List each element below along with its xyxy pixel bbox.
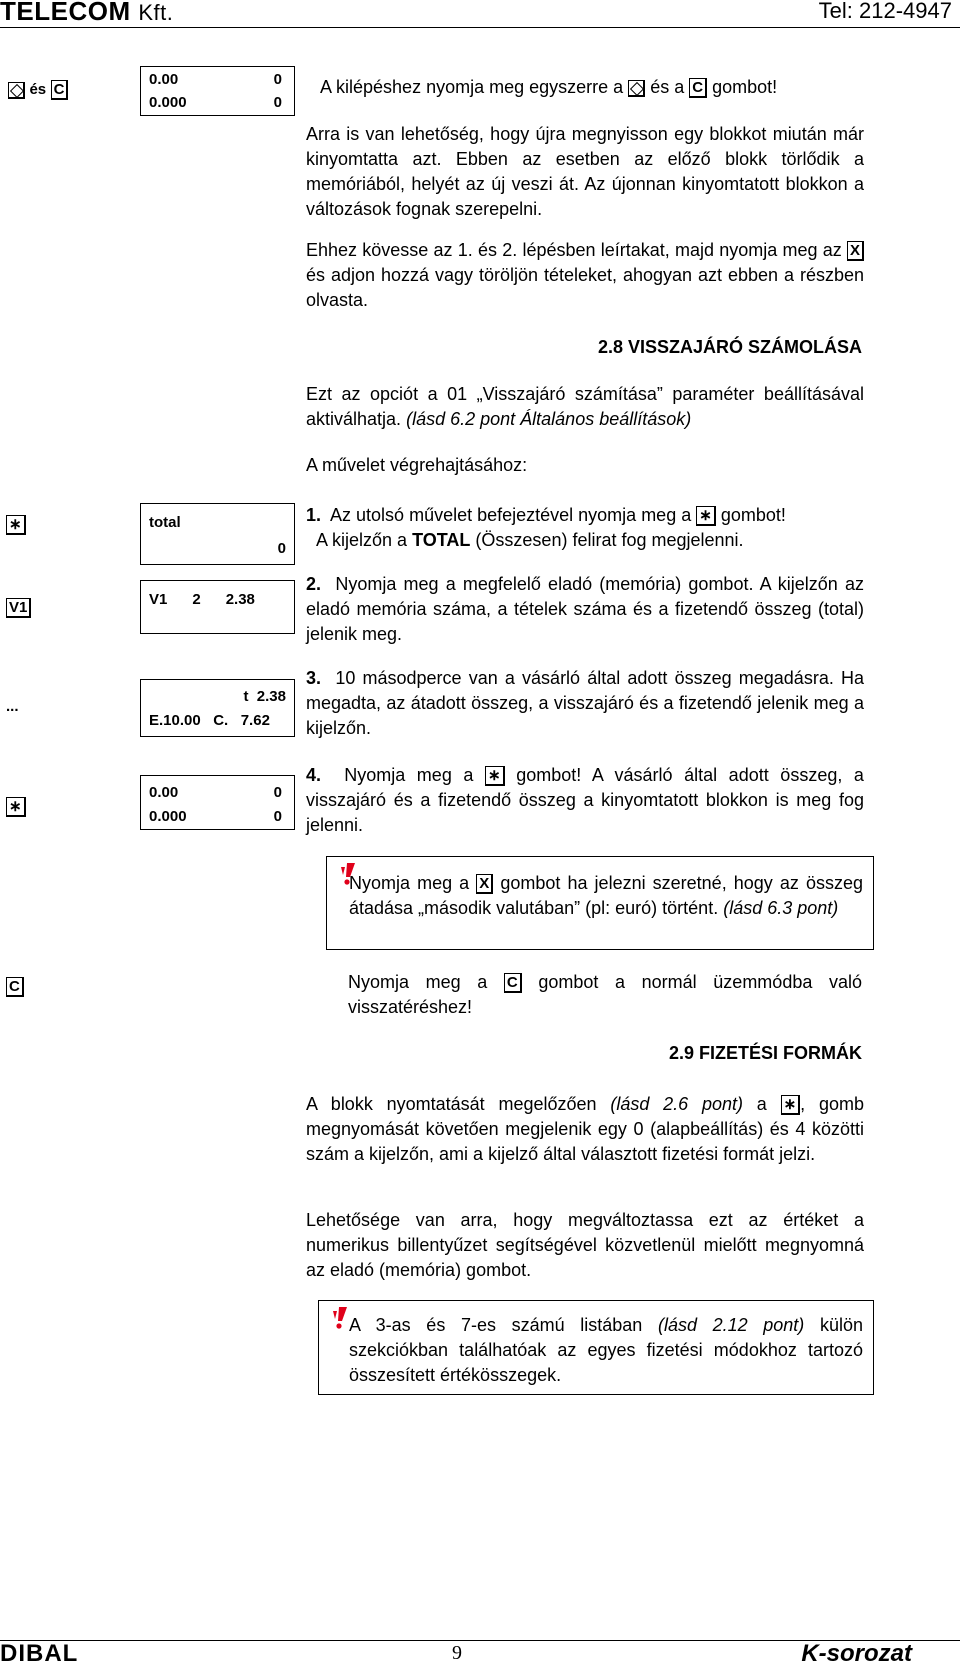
header-rule [0,27,960,28]
exit-instruction: A kilépéshez nyomja meg egyszerre a és a C gombot! [320,77,778,97]
header-phone: Tel: 212-4947 [818,0,952,23]
footer-series: K-sorozat [801,1640,912,1667]
step2-text: 2. Nyomja meg a megfelelő eladó (memória) gombot. A kijelzőn az eladó memória száma, a tételek száma és a fizetendő összeg (total) jelenik meg. [306,574,864,644]
procedure-label: A művelet végrehajtásához: [306,455,528,475]
display-value: 0 [277,540,286,557]
step4-display [140,775,295,830]
display-value: t 2.38 [243,688,286,705]
step3-text: 3. 10 másodperce van a vásárló által adott összeg megadásra. Ha megadta, az átadott összeg, a visszajáró és a fizetendő jelenik meg a kijelzőn. [306,668,864,738]
step3-key: ... [6,698,19,715]
x-key: X [847,241,864,261]
star-key: ∗ [485,766,505,786]
note-text: A 3-as és 7-es számú listában (lásd 2.12 pont) külön szekciókban találhatóak az egyes fizetési módokhoz tartozó összesített értékösszegek. [349,1315,863,1385]
return-key: C [6,977,24,997]
step3-display [140,679,295,737]
note-box-currency [326,856,874,950]
step4-text: 4. Nyomja meg a ∗ gombot! A vásárló által adott összeg, a visszajáró és a fizetendő összeg a kinyomtatott blokkon is meg fog jelenni. [306,765,864,835]
display-value: 0.000 [149,94,187,111]
display-value: 0 [273,71,282,88]
display-value: V1 2 2.38 [149,591,255,608]
section-heading-2-8: 2.8 VISSZAJÁRÓ SZÁMOLÁSA [597,337,862,357]
display-value: 0.000 [149,808,187,825]
header-title: TELECOM Kft. [0,0,174,26]
note-box-lists [318,1300,874,1395]
step2-key: V1 [6,598,31,618]
diamond-key-icon [8,82,25,99]
step1-text: 1. Az utolsó művelet befejeztével nyomja meg a ∗ gombot! A kijelzőn a TOTAL (Összesen) felirat fog megjelenni. [306,505,786,550]
c-key: C [504,973,522,993]
section-heading-2-9: 2.9 FIZETÉSI FORMÁK [668,1043,862,1063]
exit-keys [8,80,68,100]
note-text: Nyomja meg a X gombot ha jelezni szeretné, hogy az összeg átadása „második valutában” (pl: euró) történt. (lásd 6.3 pont) [349,873,863,918]
step4-key: ∗ [6,797,26,817]
display-value: 0 [273,94,282,111]
step1-display [140,503,295,565]
page-number: 9 [452,1642,462,1664]
star-key: ∗ [781,1095,801,1115]
step1-key: ∗ [6,515,26,535]
exit-display [140,66,295,116]
para-steps: Ehhez kövesse az 1. és 2. lépésben leírtakat, majd nyomja meg az X és adjon hozzá vagy töröljön tételeket, ahogyan azt ebben a részben olvasta. [306,240,864,310]
diamond-key-icon [628,80,645,97]
c-key: C [51,80,69,100]
display-value: 0.00 [149,71,179,88]
star-key: ∗ [696,506,716,526]
display-value: 0 [273,808,282,825]
footer-brand: DIBAL [0,1640,79,1667]
warning-icon [331,1305,351,1331]
step2-display [140,580,295,634]
display-value: 0 [273,784,282,801]
display-value: E.10.00 C. 7.62 [149,712,270,729]
section-2-8-intro: Ezt az opciót a 01 „Visszajáró számítása” paraméter beállításával aktiválhatja. (lásd 6.2 pont Általános beállítások) [306,384,864,429]
para-reopen: Arra is van lehetőség, hogy újra megnyisson egy blokkot miután már kinyomtatta azt. Ebben az esetben az előző blokk törlődik a memóriából, helyét az új veszi át. Az újonnan kinyomtatott blokkon a változások fognak szerepelni. [306,124,864,219]
return-text: Nyomja meg a C gombot a normál üzemmódba való visszatéréshez! [348,972,862,1017]
section-2-9-p2: Lehetősége van arra, hogy megváltoztassa ezt az értéket a numerikus billentyűzet segítségével közvetlenül mielőtt megnyomná az eladó (memória) gombot. [306,1210,864,1280]
display-value: 0.00 [149,784,179,801]
header-title-suffix: Kft. [138,0,174,25]
display-value: total [149,514,181,531]
x-key: X [476,874,493,894]
section-2-9-p1: A blokk nyomtatását megelőzően (lásd 2.6 pont) a ∗ , gomb megnyomását követően megjelenik egy 0 (alapbeállítás) és 4 közötti szám a kijelzőn, ami a kijelző által választott fizetési formát jelzi. [306,1094,864,1164]
c-key: C [689,78,707,98]
and-word: és [29,81,47,99]
